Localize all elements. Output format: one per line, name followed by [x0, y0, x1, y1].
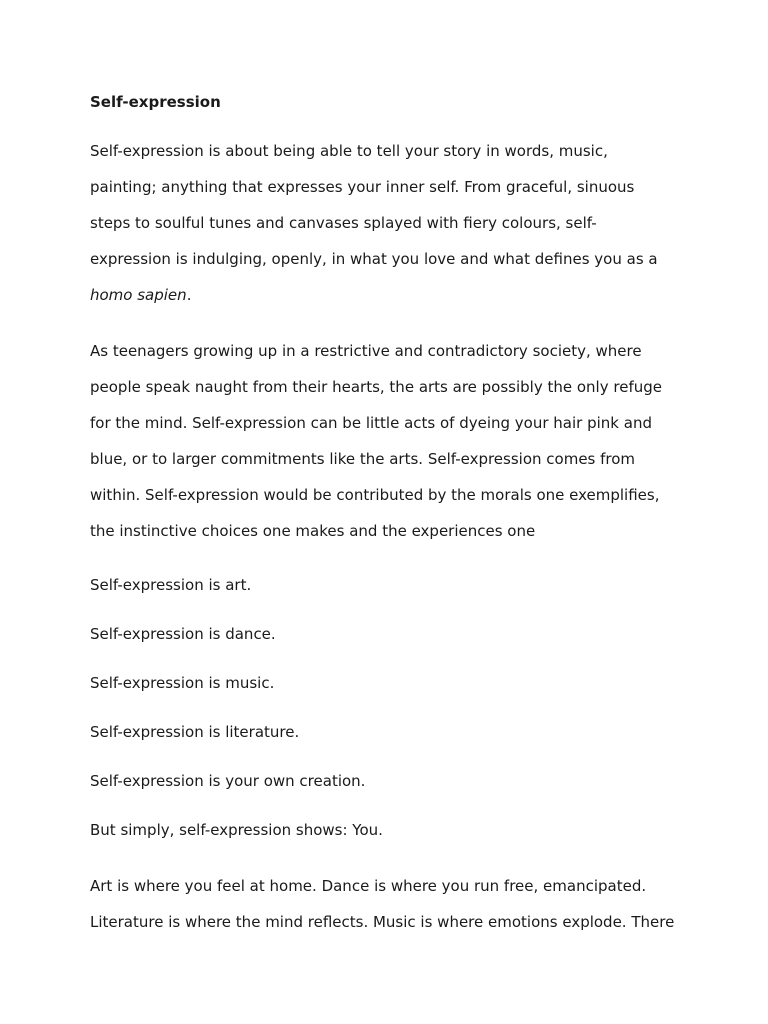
paragraph-1-line: steps to soulful tunes and canvases splayed with fiery colours, self-: [90, 214, 597, 232]
document-title: Self-expression: [90, 93, 221, 111]
statement-dance: Self-expression is dance.: [90, 625, 276, 643]
statement-creation: Self-expression is your own creation.: [90, 772, 366, 790]
document-page: [90, 0, 690, 1024]
paragraph-3-line: Art is where you feel at home. Dance is where you run free, emancipated.: [90, 877, 647, 895]
statement-literature: Self-expression is literature.: [90, 723, 300, 741]
paragraph-1: [90, 141, 658, 321]
paragraph-1-italic-term: homo sapien: [90, 286, 187, 304]
paragraph-1-line: expression is indulging, openly, in what you love and what defines you as a: [90, 250, 658, 268]
paragraph-2-line: As teenagers growing up in a restrictive and contradictory society, where: [90, 342, 642, 360]
paragraph-1-period: .: [186, 286, 192, 304]
paragraph-2-line: for the mind. Self-expression can be little acts of dyeing your hair pink and: [90, 414, 652, 432]
paragraph-2-line: within. Self-expression would be contributed by the morals one exemplifies,: [90, 486, 660, 504]
paragraph-2-line: the instinctive choices one makes and the experiences one: [90, 522, 536, 540]
paragraph-1-last-line: [90, 285, 658, 321]
paragraph-2: [90, 341, 662, 557]
paragraph-3: [90, 876, 674, 948]
paragraph-2-line: blue, or to larger commitments like the arts. Self-expression comes from: [90, 450, 636, 468]
paragraph-1-line: Self-expression is about being able to tell your story in words, music,: [90, 142, 608, 160]
paragraph-2-line: people speak naught from their hearts, the arts are possibly the only refuge: [90, 378, 662, 396]
statement-music: Self-expression is music.: [90, 674, 275, 692]
paragraph-3-line: Literature is where the mind reflects. Music is where emotions explode. There: [90, 913, 675, 931]
statement-art: Self-expression is art.: [90, 576, 252, 594]
paragraph-1-line: painting; anything that expresses your inner self. From graceful, sinuous: [90, 178, 635, 196]
statement-you: But simply, self-expression shows: You.: [90, 821, 383, 839]
